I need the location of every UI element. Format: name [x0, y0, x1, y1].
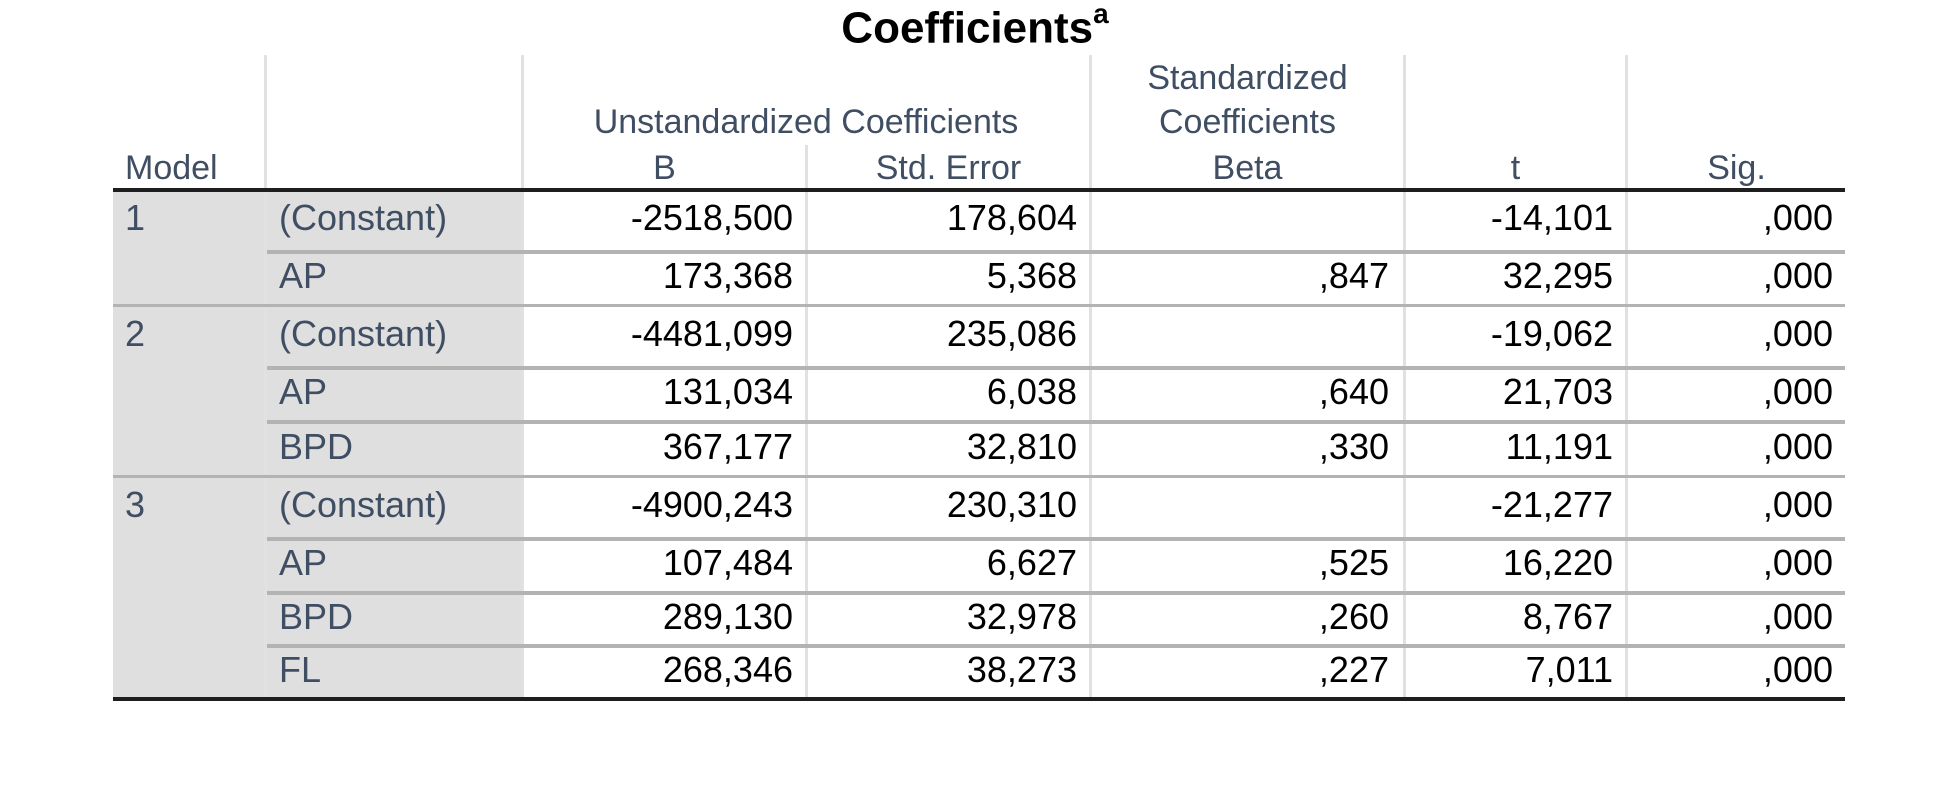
std-error-value: 230,310 — [946, 484, 1077, 525]
column-divider — [264, 55, 267, 700]
beta-value: ,847 — [1318, 255, 1389, 296]
beta-value: ,525 — [1318, 542, 1389, 583]
variable-name: (Constant) — [279, 197, 448, 238]
model-number: 1 — [125, 197, 146, 238]
std-error-value: 32,978 — [966, 595, 1077, 637]
model-divider — [113, 475, 1845, 478]
header-b: B — [653, 149, 676, 187]
beta-value: ,227 — [1318, 648, 1389, 690]
header-rule — [113, 188, 1845, 192]
beta-value: ,260 — [1318, 595, 1389, 637]
t-value: 11,191 — [1505, 425, 1613, 467]
beta-value: ,640 — [1318, 371, 1389, 412]
header-std-error: Std. Error — [875, 149, 1022, 187]
sig-value: ,000 — [1762, 313, 1833, 354]
std-error-value: 38,273 — [966, 648, 1077, 690]
std-error-value: 32,810 — [966, 425, 1077, 467]
t-value: -21,277 — [1490, 484, 1613, 525]
std-error-value: 5,368 — [986, 255, 1077, 296]
t-value: 21,703 — [1502, 371, 1613, 412]
b-value: 107,484 — [662, 542, 793, 583]
model-number: 2 — [125, 313, 146, 354]
sig-value: ,000 — [1762, 371, 1833, 412]
header-standardized-line1: Standardized — [1147, 59, 1348, 97]
model-divider — [113, 304, 1845, 307]
b-value: 367,177 — [662, 425, 793, 467]
sig-value: ,000 — [1762, 425, 1833, 467]
std-error-value: 6,627 — [986, 542, 1077, 583]
title-text: Coefficients — [841, 3, 1094, 53]
row-divider — [267, 420, 1845, 424]
t-value: -14,101 — [1490, 197, 1613, 238]
header-unstandardized: Unstandardized Coefficients — [593, 103, 1019, 141]
b-value: -4900,243 — [630, 484, 793, 525]
header-sig: Sig. — [1707, 149, 1766, 187]
t-value: -19,062 — [1490, 313, 1613, 354]
variable-name: (Constant) — [279, 313, 448, 354]
variable-name: AP — [279, 371, 328, 412]
title-footnote: a — [1093, 0, 1109, 29]
b-value: 289,130 — [662, 595, 793, 637]
variable-name: FL — [279, 648, 322, 690]
b-value: -4481,099 — [630, 313, 793, 354]
sig-value: ,000 — [1762, 595, 1833, 637]
t-value: 16,220 — [1502, 542, 1613, 583]
std-error-value: 178,604 — [946, 197, 1077, 238]
t-value: 8,767 — [1522, 595, 1613, 637]
variable-name: BPD — [279, 425, 354, 467]
b-value: 131,034 — [662, 371, 793, 412]
table-title — [0, 2, 1950, 54]
sig-value: ,000 — [1762, 648, 1833, 690]
sig-value: ,000 — [1762, 484, 1833, 525]
variable-name: AP — [279, 542, 328, 583]
t-value: 32,295 — [1502, 255, 1613, 296]
sig-value: ,000 — [1762, 542, 1833, 583]
model-number: 3 — [125, 484, 146, 525]
header-model: Model — [125, 149, 218, 187]
bottom-rule — [113, 697, 1845, 701]
sig-value: ,000 — [1762, 255, 1833, 296]
b-value: 173,368 — [662, 255, 793, 296]
variable-name: AP — [279, 255, 328, 296]
b-value: 268,346 — [662, 648, 793, 690]
sig-value: ,000 — [1762, 197, 1833, 238]
beta-value: ,330 — [1318, 425, 1389, 467]
std-error-value: 6,038 — [986, 371, 1077, 412]
b-value: -2518,500 — [630, 197, 793, 238]
t-value: 7,011 — [1525, 648, 1613, 690]
variable-name: (Constant) — [279, 484, 448, 525]
std-error-value: 235,086 — [946, 313, 1077, 354]
header-t: t — [1510, 149, 1521, 187]
header-beta: Beta — [1212, 149, 1283, 187]
header-standardized-line2: Coefficients — [1158, 103, 1337, 141]
variable-name: BPD — [279, 595, 354, 637]
